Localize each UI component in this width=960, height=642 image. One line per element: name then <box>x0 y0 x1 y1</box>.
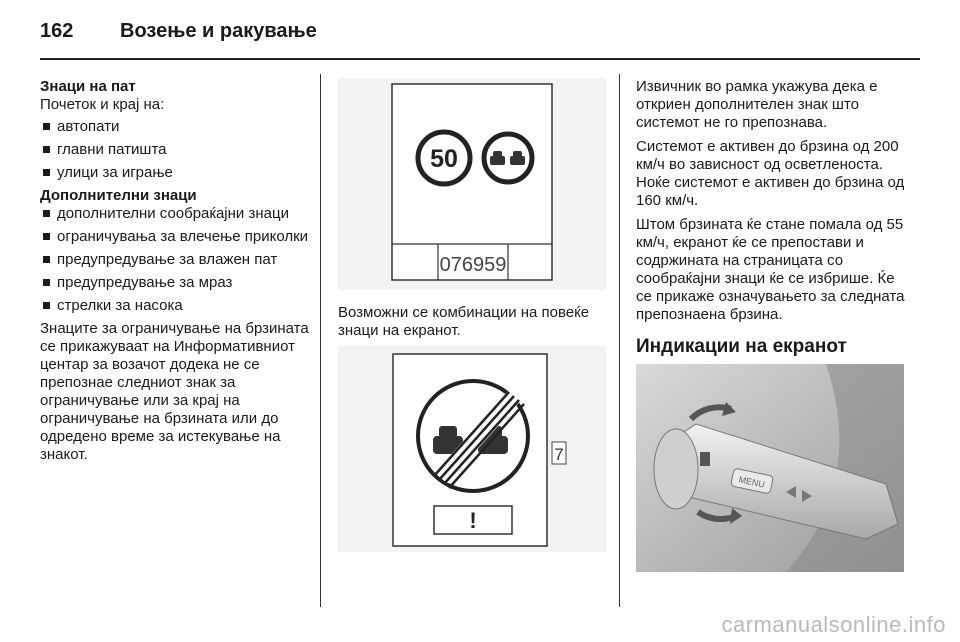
page-number: 162 <box>40 20 74 42</box>
body-paragraph: Знаците за ограничување на брзината се прикажуваат на Информативниот центар за возачот додека не се препознае следниот знак за ограничување или за крај на ограничување на брзината или до одредено време за истекување на знакот. <box>40 320 309 463</box>
plate-number: 076959 <box>439 254 507 276</box>
paragraph-3: Штом брзината ќе стане помала од 55 км/ч, екранот ќе се препостави и содржината на страницата со сообраќајни знаци ќе се избрише. Ќе се прикаже означувањето за следната препознаена брзина. <box>636 216 905 323</box>
section-heading: Индикации на екранот <box>636 336 847 357</box>
signs-heading: Знаци на пат <box>40 78 136 95</box>
list-item: главни патишта <box>40 141 315 159</box>
paragraph-1: Извичник во рамка укажува дека е откриен дополнителен знак што системот не го препознава. <box>636 78 878 131</box>
column-1 <box>40 78 315 464</box>
figure-steering-stalk <box>636 364 904 572</box>
column-divider-left <box>320 74 321 607</box>
column-divider-right <box>619 74 620 607</box>
list-item: предупредување за мраз <box>40 274 315 292</box>
speed-sign-illustration <box>338 78 606 290</box>
signs-intro: Почеток и крај на: <box>40 96 165 113</box>
list-item: автопати <box>40 118 315 136</box>
watermark: carmanualsonline.info <box>721 612 946 637</box>
figure-caption: Возможни се комбинации на повеќе знаци на екранот. <box>338 304 590 339</box>
extra-signs-heading: Дополнителни знаци <box>40 187 197 204</box>
end-of-restriction-sign-illustration <box>338 346 606 552</box>
list-item: дополнителни сообраќајни знаци <box>40 205 315 223</box>
figure-end-sign <box>338 346 606 552</box>
list-item: улици за играње <box>40 164 315 182</box>
list-item: предупредување за влажен пат <box>40 251 315 269</box>
menu-label: MENU <box>737 474 766 490</box>
steering-stalk-illustration <box>636 364 904 572</box>
figure-speed-sign <box>338 78 606 290</box>
header-rule <box>40 58 920 60</box>
list-item: ограничувања за влечење приколки <box>40 228 315 246</box>
column-2 <box>338 78 606 552</box>
plate-mark: ! <box>469 508 477 533</box>
side-label: 7 <box>554 445 564 464</box>
signs-list <box>40 118 315 182</box>
paragraph-2: Системот е активен до брзина од 200 км/ч во зависност од осветленоста. Ноќе системот е активен до брзина од 160 км/ч. <box>636 138 905 209</box>
list-item: стрелки за насока <box>40 297 315 315</box>
column-3 <box>636 78 906 572</box>
extra-signs-list <box>40 205 315 315</box>
speed-limit-value: 50 <box>430 145 458 173</box>
page-title: Возење и ракување <box>120 20 317 42</box>
